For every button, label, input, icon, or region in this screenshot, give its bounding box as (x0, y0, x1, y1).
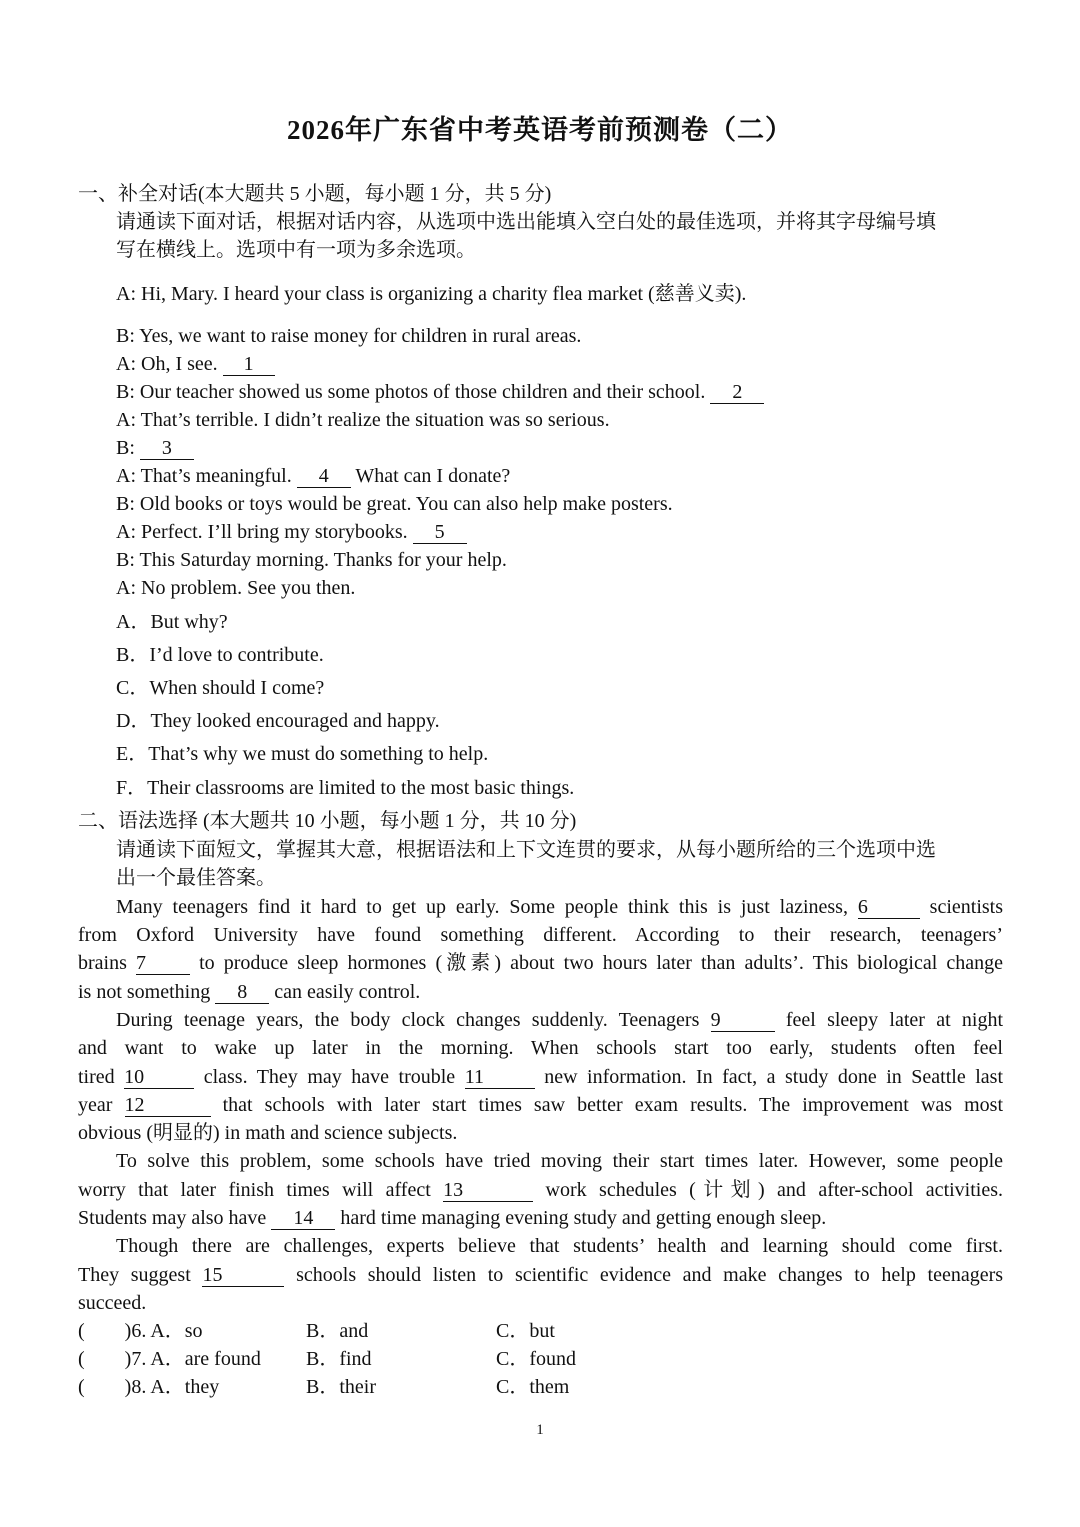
question-row: ( )7. A．are found (78, 1348, 261, 1370)
blank-1[interactable]: 1 (223, 353, 275, 376)
section2-instruction-line2: 出一个最佳答案。 (116, 867, 276, 889)
passage-line: brains 7 to produce sleep hormones (激素) about two hours later than adults’. This biological change (78, 952, 1004, 974)
blank-3[interactable]: 3 (140, 437, 194, 460)
question-row: ( )6. A．so (78, 1320, 203, 1342)
dialogue-line: A: Perfect. I’ll bring my storybooks. 5 (116, 519, 467, 545)
section1-instruction-line2: 写在横线上。选项中有一项为多余选项。 (116, 239, 476, 261)
passage-line: Students may also have 14 hard time managing evening study and getting enough sleep. (78, 1207, 827, 1229)
section2-instruction-line1: 请通读下面短文，掌握其大意，根据语法和上下文连贯的要求，从每小题所给的三个选项中选 (116, 839, 936, 861)
question-option: B．and (306, 1320, 369, 1342)
section1-heading: 一、补全对话(本大题共 5 小题，每小题 1 分，共 5 分) (78, 183, 552, 205)
blank-13[interactable]: 13 (443, 1179, 533, 1202)
dialogue-line: B: Our teacher showed us some photos of those children and their school. 2 (116, 379, 764, 405)
blank-12[interactable]: 12 (125, 1094, 211, 1117)
dialogue-line: A: No problem. See you then. (116, 577, 356, 599)
passage-line: tired 10 class. They may have trouble 11 new information. In fact, a study done in Seattle last (78, 1066, 1004, 1088)
answer-paren[interactable]: ( )6. (78, 1320, 147, 1342)
passage-line: and want to wake up later in the morning. When schools start too early, students often feel (78, 1037, 1003, 1059)
passage-line: is not something 8 can easily control. (78, 981, 421, 1003)
option-e: E．That’s why we must do something to help. (116, 743, 489, 765)
blank-5[interactable]: 5 (413, 521, 467, 544)
passage-line: obvious (明显的) in math and science subjects. (78, 1122, 458, 1144)
dialogue-line: A: That’s terrible. I didn’t realize the situation was so serious. (116, 409, 610, 431)
page-number: 1 (536, 1422, 544, 1438)
option-c: C．When should I come? (116, 677, 325, 699)
answer-paren[interactable]: ( )8. (78, 1376, 147, 1398)
dialogue-line: B: Yes, we want to raise money for children in rural areas. (116, 325, 582, 347)
option-d: D．They looked encouraged and happy. (116, 710, 440, 732)
question-option: C．but (496, 1320, 555, 1342)
passage-line: They suggest 15 schools should listen to scientific evidence and make changes to help teenagers (78, 1264, 1004, 1286)
passage-line: To solve this problem, some schools have tried moving their start times later. However, some people (116, 1150, 1003, 1172)
dialogue-line: B: Old books or toys would be great. You can also help make posters. (116, 493, 673, 515)
section1-instruction-line1: 请通读下面对话，根据对话内容，从选项中选出能填入空白处的最佳选项，并将其字母编号填 (116, 211, 936, 233)
blank-14[interactable]: 14 (271, 1207, 335, 1230)
blank-8[interactable]: 8 (215, 981, 269, 1004)
answer-paren[interactable]: ( )7. (78, 1348, 147, 1370)
dialogue-line: A: Hi, Mary. I heard your class is organizing a charity flea market (慈善义卖). (116, 283, 747, 305)
question-option: C．them (496, 1376, 570, 1398)
blank-11[interactable]: 11 (465, 1066, 535, 1089)
question-option: B．their (306, 1376, 376, 1398)
passage-line: worry that later finish times will affect 13 work schedules (计划) and after-school activities. (78, 1179, 1004, 1201)
dialogue-line: A: Oh, I see. 1 (116, 351, 275, 377)
option-b: B．I’d love to contribute. (116, 644, 324, 666)
option-a: A．But why? (116, 611, 228, 633)
passage-line: from Oxford University have found something different. According to their research, teenagers’ (78, 924, 1003, 946)
blank-10[interactable]: 10 (124, 1066, 194, 1089)
dialogue-line: B: 3 (116, 435, 194, 461)
passage-line: During teenage years, the body clock changes suddenly. Teenagers 9 feel sleepy later at night (116, 1009, 1003, 1031)
blank-15[interactable]: 15 (202, 1264, 284, 1287)
passage-line: Though there are challenges, experts believe that students’ health and learning should come first. (116, 1235, 1003, 1257)
passage-line: Many teenagers find it hard to get up early. Some people think this is just laziness, 6 scientists (116, 896, 1004, 918)
question-option: C．found (496, 1348, 576, 1370)
option-f: F．Their classrooms are limited to the most basic things. (116, 777, 575, 799)
passage-line: year 12 that schools with later start times saw better exam results. The improvement was most (78, 1094, 1004, 1116)
blank-2[interactable]: 2 (710, 381, 764, 404)
dialogue-line: A: That’s meaningful. 4 What can I donate? (116, 465, 511, 487)
passage-line: succeed. (78, 1292, 147, 1314)
blank-7[interactable]: 7 (136, 952, 190, 975)
section2-heading: 二、语法选择 (本大题共 10 小题，每小题 1 分，共 10 分) (78, 810, 577, 832)
blank-6[interactable]: 6 (858, 896, 920, 919)
question-row: ( )8. A．they (78, 1376, 220, 1398)
blank-4[interactable]: 4 (297, 465, 351, 488)
page-title: 2026年广东省中考英语考前预测卷（二） (287, 115, 793, 145)
dialogue-line: B: This Saturday morning. Thanks for your help. (116, 549, 507, 571)
question-option: B．find (306, 1348, 372, 1370)
blank-9[interactable]: 9 (711, 1009, 775, 1032)
